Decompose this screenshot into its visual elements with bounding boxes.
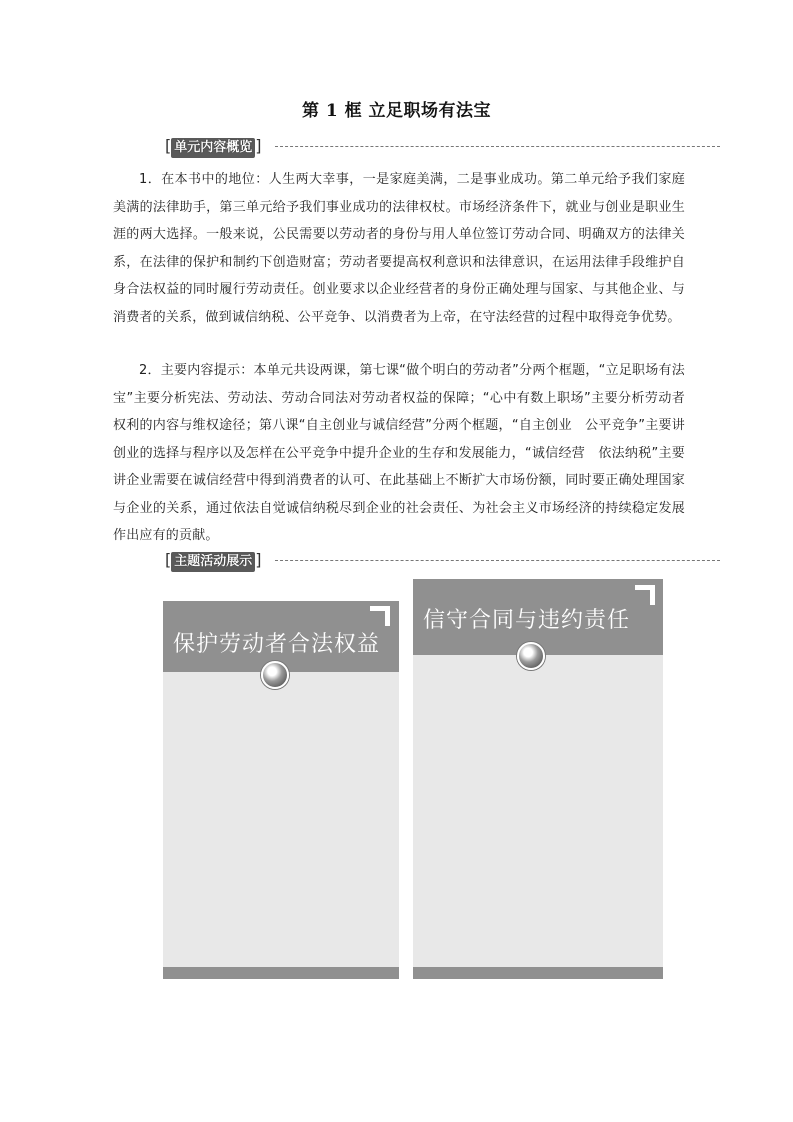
section-label-overview [155, 136, 268, 156]
corner-bracket-icon [370, 606, 390, 626]
card-footer [413, 967, 663, 979]
dashed-divider [275, 146, 720, 147]
dashed-divider [275, 560, 720, 561]
corner-bracket-icon [635, 585, 655, 605]
section-label-text: 主题活动展示 [171, 552, 255, 572]
paragraph-1: 1．在本书中的地位：人生两大幸事，一是家庭美满，二是事业成功。第二单元给予我们家庭美满的法律助手，第三单元给予我们事业成功的法律权杖。市场经济条件下，就业与创业是职业生涯的两大选择。一般来说，公民需要以劳动者的身份与用人单位签订劳动合同、明确双方的法律关系，在法律的保护和制约下创造财富；劳动者要提高权利意识和法律意识，在运用法律手段维护自身合法权益的同时履行劳动责任。创业要求以企业经营者的身份正确处理与国家、与其他企业、与消费者的关系，做到诚信纳税、公平竞争、以消费者为上帝，在守法经营的过程中取得竞争优势。 [113, 172, 685, 325]
card-footer [163, 967, 399, 979]
section-label-text: 单元内容概览 [171, 138, 255, 158]
card-title: 保护劳动者合法权益 [173, 632, 381, 657]
globe-icon [517, 642, 545, 670]
section-head-overview [155, 136, 720, 158]
section-label-activities [155, 550, 268, 570]
activity-card-1 [163, 601, 399, 979]
section-head-activities [155, 550, 720, 572]
bracket-left-icon: [ [165, 136, 172, 155]
paragraph-2: 2．主要内容提示：本单元共设两课，第七课“做个明白的劳动者”分两个框题，“立足职场有法宝”主要分析宪法、劳动法、劳动合同法对劳动者权益的保障；“心中有数上职场”主要分析劳动者权利的内容与维权途径；第八课“自主创业与诚信经营”分两个框题，“自主创业 公平竞争”主要讲创业的选择与程序以及怎样在公平竞争中提升企业的生存和发展能力，“诚信经营 依法纳税”主要讲企业需要在诚信经营中得到消费者的认可、在此基础上不断扩大市场份额，同时要正确处理国家与企业的关系，通过依法自觉诚信纳税尽到企业的社会责任、为社会主义市场经济的持续稳定发展作出应有的贡献。 [113, 363, 685, 543]
globe-icon [261, 661, 289, 689]
activity-card-2 [413, 579, 663, 979]
page-title: 第 1 框 立足职场有法宝 [301, 101, 492, 121]
bracket-right-icon: ] [255, 550, 262, 569]
bracket-right-icon: ] [255, 136, 262, 155]
bracket-left-icon: [ [165, 550, 172, 569]
card-title: 信守合同与违约责任 [423, 608, 631, 633]
